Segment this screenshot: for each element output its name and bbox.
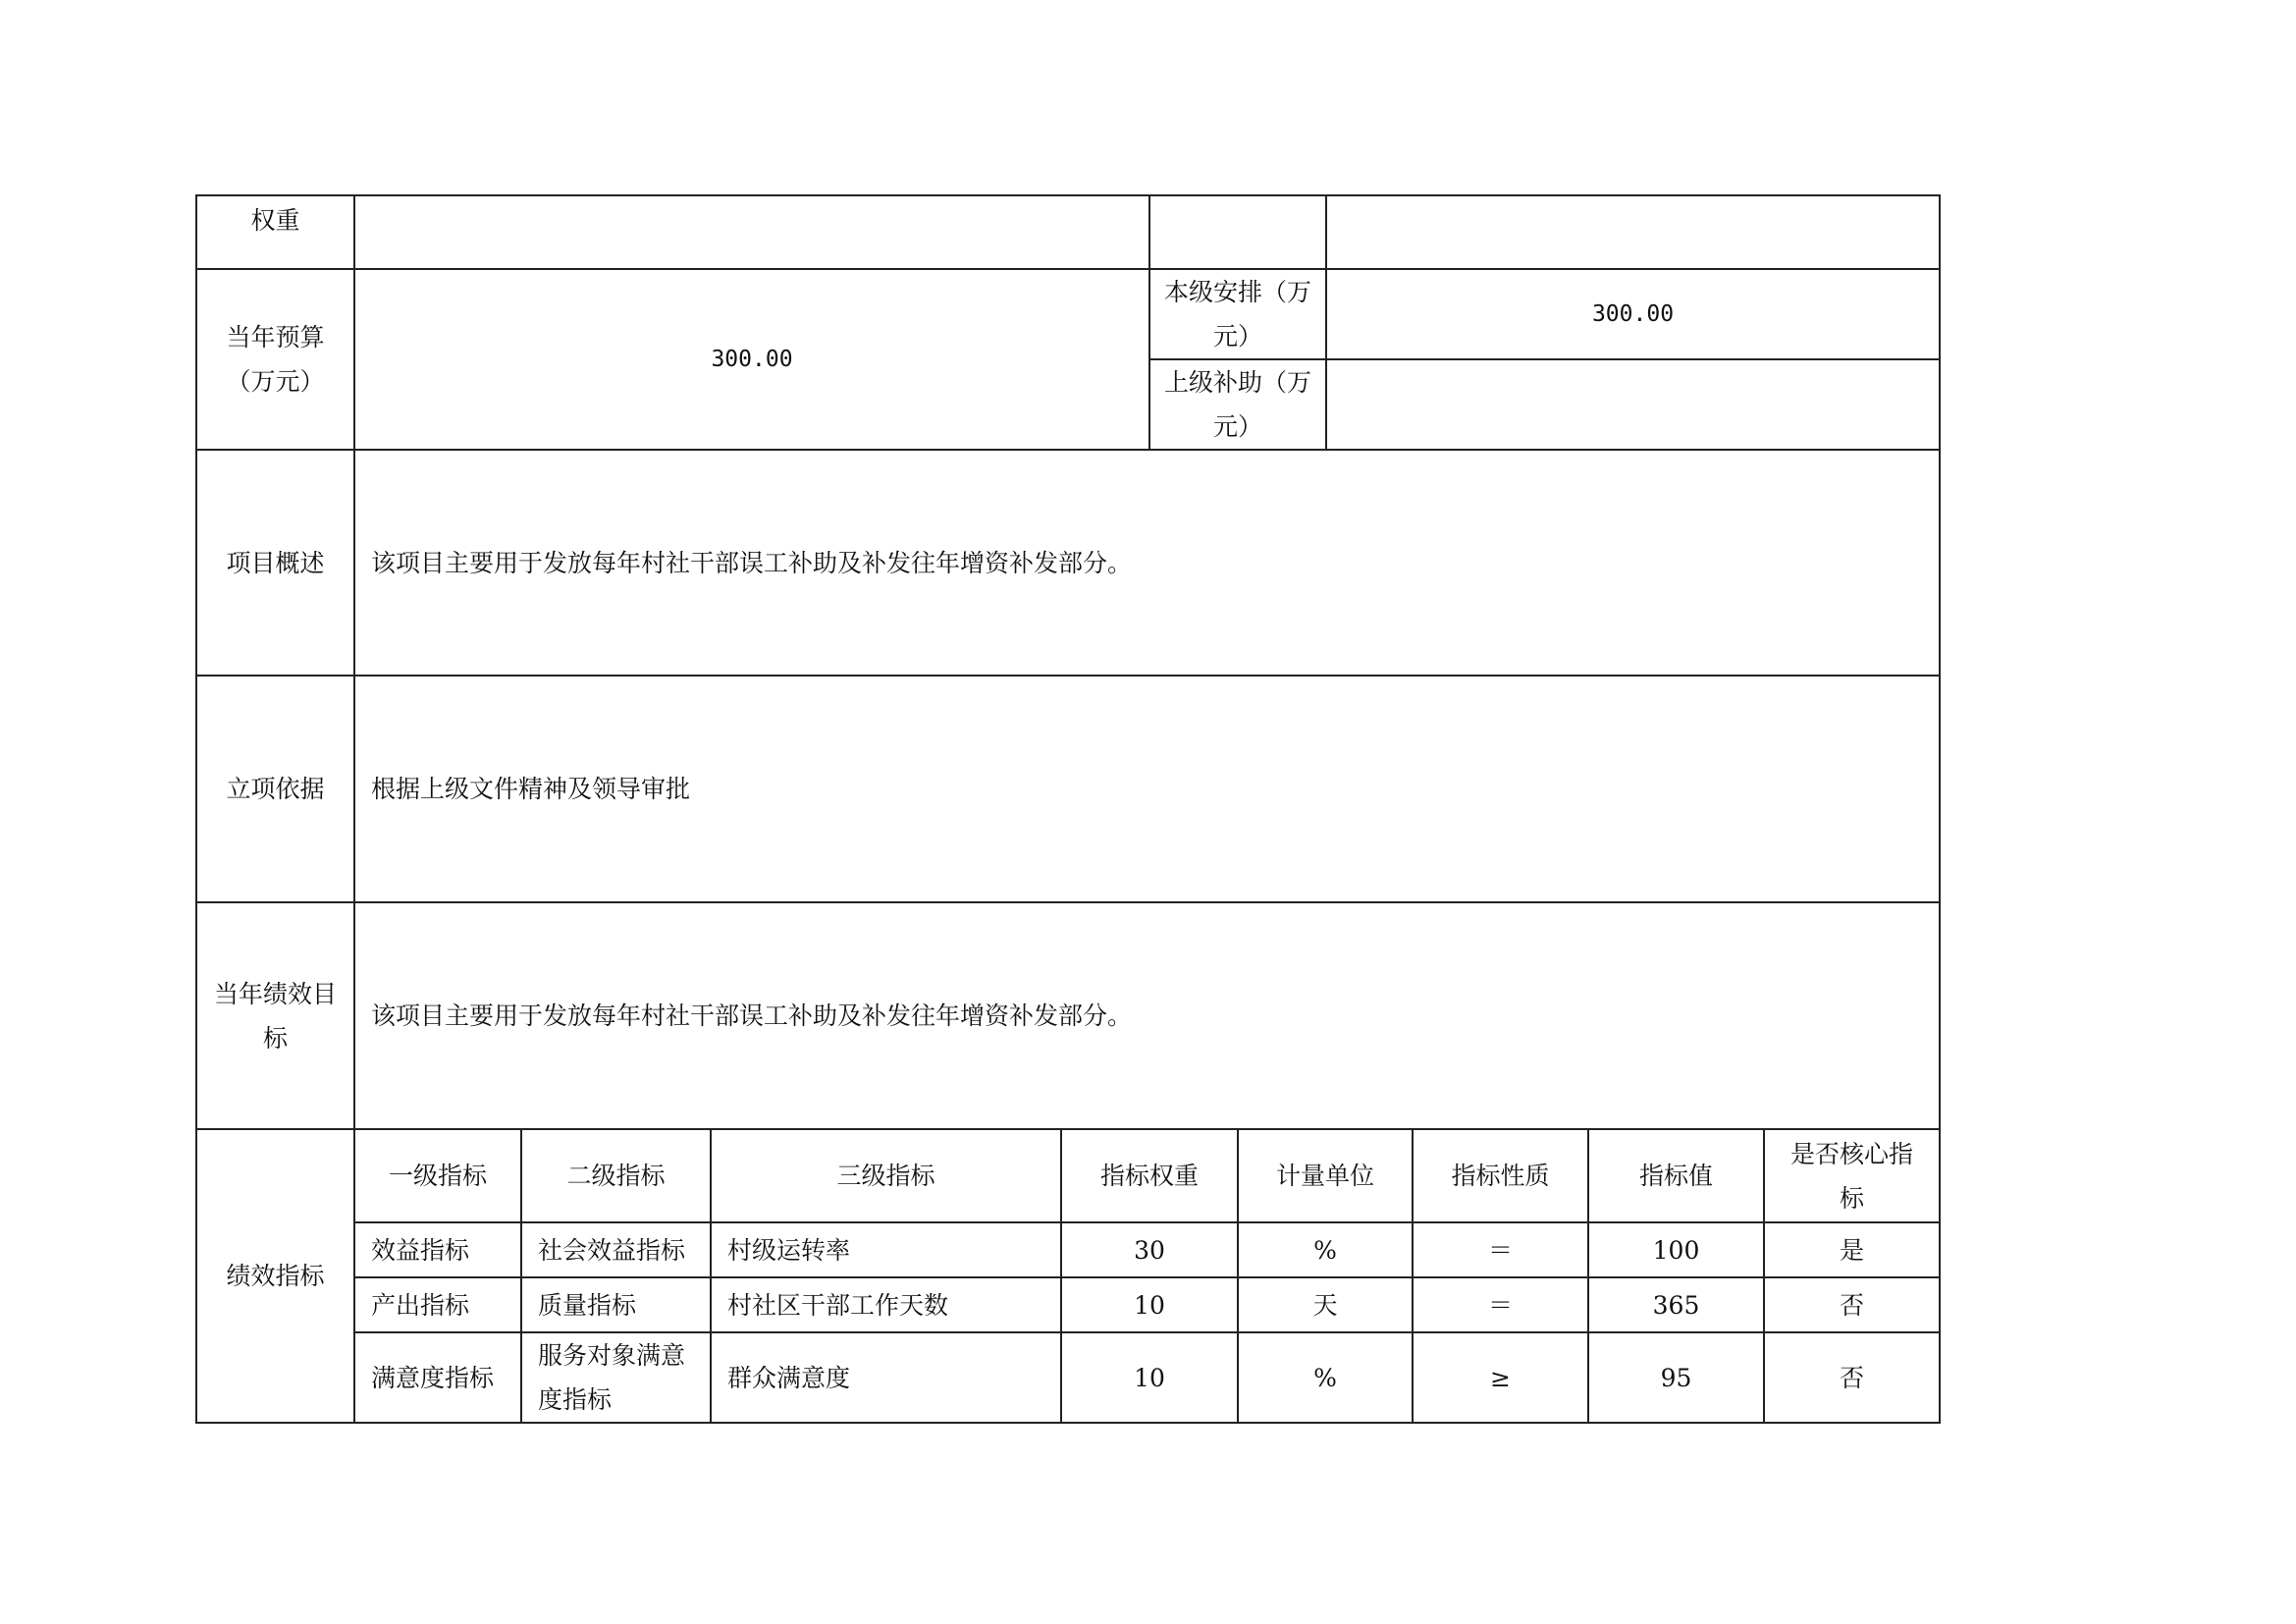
table-cell: ＝ <box>1487 1235 1513 1265</box>
header-weight: 指标权重 <box>1099 1162 1199 1190</box>
table-cell: ＝ <box>1487 1290 1513 1320</box>
table-cell: 村社区干部工作天数 <box>727 1290 949 1320</box>
table-cell: 群众满意度 <box>727 1363 851 1392</box>
header-core: 是否核心指标 <box>1789 1139 1913 1213</box>
table-cell: 质量指标 <box>538 1290 637 1320</box>
indicators-label: 绩效指标 <box>226 1262 325 1290</box>
table-cell: 社会效益指标 <box>538 1235 686 1265</box>
goal-text: 该项目主要用于发放每年村社干部误工补助及补发往年增资补发部分。 <box>371 1001 1133 1030</box>
header-level2: 二级指标 <box>566 1162 666 1190</box>
overview-label: 项目概述 <box>226 548 325 577</box>
table-cell: 10 <box>1134 1290 1165 1320</box>
table-cell: 村级运转率 <box>727 1235 851 1265</box>
table-cell: 否 <box>1839 1363 1864 1392</box>
superior-subsidy-label: 上级补助（万元） <box>1163 368 1311 441</box>
superior-subsidy-value <box>1327 360 1939 449</box>
budget-total-value: 300.00 <box>711 346 793 372</box>
weight-label: 权重 <box>250 205 300 235</box>
table-cell: 服务对象满意度指标 <box>538 1341 686 1414</box>
table-cell: 效益指标 <box>371 1235 470 1265</box>
table-cell: 是 <box>1839 1235 1864 1265</box>
header-unit: 计量单位 <box>1275 1162 1374 1190</box>
table-cell: 满意度指标 <box>371 1363 495 1392</box>
header-value: 指标值 <box>1638 1162 1713 1190</box>
header-nature: 指标性质 <box>1451 1162 1550 1190</box>
budget-label: 当年预算（万元） <box>226 323 325 396</box>
local-arrangement-label: 本级安排（万元） <box>1163 278 1311 351</box>
table-cell: 30 <box>1134 1235 1165 1265</box>
table-cell: 95 <box>1660 1363 1692 1392</box>
table-cell: 10 <box>1134 1363 1165 1392</box>
table-cell: ≥ <box>1490 1363 1511 1392</box>
table-cell: 365 <box>1652 1290 1700 1320</box>
table-cell: % <box>1313 1363 1337 1392</box>
basis-text: 根据上级文件精神及领导审批 <box>371 775 691 803</box>
header-level3: 三级指标 <box>836 1162 935 1190</box>
table-cell: % <box>1313 1235 1337 1265</box>
header-level1: 一级指标 <box>388 1162 487 1190</box>
table-cell: 天 <box>1312 1290 1338 1320</box>
overview-text: 该项目主要用于发放每年村社干部误工补助及补发往年增资补发部分。 <box>371 548 1133 577</box>
table-cell: 100 <box>1652 1235 1700 1265</box>
goal-label: 当年绩效目标 <box>213 979 337 1053</box>
local-arrangement-value: 300.00 <box>1591 300 1675 327</box>
table-cell: 否 <box>1839 1290 1864 1320</box>
table-cell: 产出指标 <box>371 1290 470 1320</box>
basis-label: 立项依据 <box>226 775 325 803</box>
